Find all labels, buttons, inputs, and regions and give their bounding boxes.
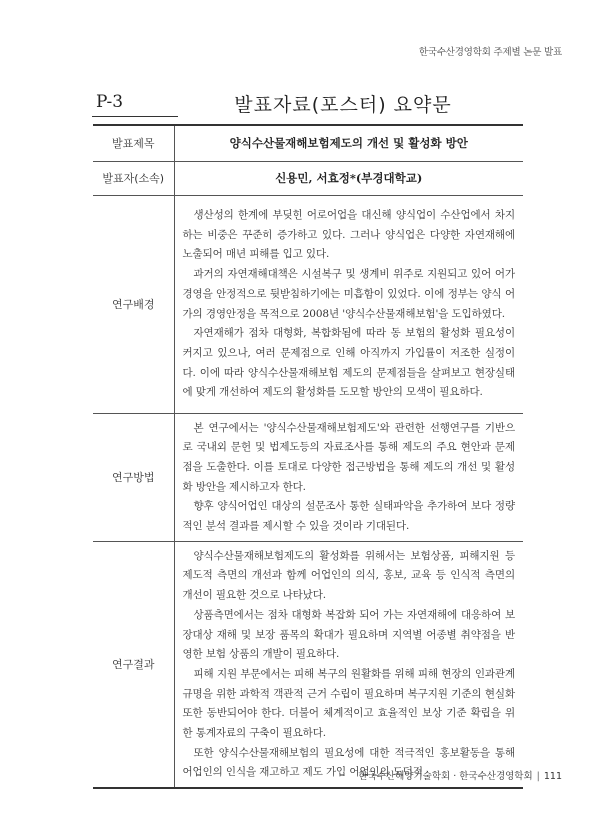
table-row-presenter bbox=[93, 161, 523, 195]
row-label: 발표자(소속) bbox=[93, 161, 174, 195]
paragraph: 생산성의 한계에 부딪힌 어로어업을 대신해 양식업이 수산업에서 차지하는 비중은 꾸준히 증가하고 있다. 그러나 양식업은 다양한 자연재해에 노출되어 매년 피해를 입고 있다. bbox=[182, 208, 515, 261]
code-underline bbox=[92, 116, 178, 117]
row-label: 연구배경 bbox=[93, 195, 174, 413]
paragraph: 본 연구에서는 '양식수산물재해보험제도'와 관련한 선행연구를 기반으로 국내외 문헌 및 법제도등의 자료조사를 통해 제도의 주요 현안과 문제점을 도출한다. 이를 토대로 다양한 접근방법을 통해 제도의 개선 및 활성화 방안을 제시하고자 한다. bbox=[182, 421, 515, 493]
footer-org: 한국수산해양기술학회 · 한국수산경영학회 bbox=[358, 771, 533, 782]
method-body bbox=[174, 413, 523, 541]
table-row-method bbox=[93, 413, 523, 541]
paragraph: 피해 지원 부문에서는 피해 복구의 원활화를 위해 피해 현장의 인과관계 규명을 위한 과학적 객관적 근거 수립이 필요하며 복구지원 기준의 현실화 또한 동반되어야 한다. 더불어 체계적이고 효율적인 보상 기준 확립을 위한 통계자료의 구축이 필요하다. bbox=[182, 667, 515, 740]
results-body bbox=[174, 541, 523, 788]
presentation-code: P-3 bbox=[96, 92, 124, 112]
row-label: 연구결과 bbox=[93, 541, 174, 788]
footer-separator: | bbox=[536, 771, 540, 782]
background-body bbox=[174, 195, 523, 413]
page-title: 발표자료(포스터) 요약문 bbox=[234, 94, 452, 116]
paragraph: 과거의 자연재해대책은 시설복구 및 생계비 위주로 지원되고 있어 어가경영을 안정적으로 뒷받침하기에는 미흡함이 있었다. 이에 정부는 양식 어가의 경영안정을 목적으로 2008년 '양식수산물재해보험'을 도입하였다. bbox=[182, 268, 515, 320]
presentation-title-value: 양식수산물재해보험제도의 개선 및 활성화 방안 bbox=[174, 125, 523, 161]
paragraph: 상품측면에서는 점차 대형화 복잡화 되어 가는 자연재해에 대응하여 보장대상 재해 및 보장 품목의 확대가 필요하며 지역별 어종별 취약점을 반영한 보험 상품의 개발이 필요하다. bbox=[182, 608, 515, 661]
summary-table bbox=[93, 124, 523, 789]
row-label: 발표제목 bbox=[93, 125, 174, 161]
running-header: 한국수산경영학회 주제별 논문 발표 bbox=[418, 47, 562, 58]
paragraph: 향후 양식어업인 대상의 설문조사 통한 실태파악을 추가하여 보다 정량적인 분석 결과를 제시할 수 있을 것이라 기대된다. bbox=[182, 500, 515, 533]
paragraph: 자연재해가 점차 대형화, 복합화됨에 따라 동 보험의 활성화 필요성이 커지고 있으나, 여러 문제점으로 인해 아직까지 가입률이 저조한 실정이다. 이에 따라 양식수산물재해보험 제도의 문제점들을 살펴보고 현장실태에 맞게 개선하여 제도의 활성화를 도모할 방안의 모색이 필요하다. bbox=[182, 327, 515, 399]
table-row-title bbox=[93, 125, 523, 161]
page-number: 111 bbox=[543, 771, 562, 782]
table-row-background bbox=[93, 195, 523, 413]
paragraph: 양식수산물재해보험제도의 활성화를 위해서는 보험상품, 피해지원 등 제도적 측면의 개선과 함께 어업인의 의식, 홍보, 교육 등 인식적 측면의 개선이 필요한 것으로 나타났다. bbox=[182, 549, 515, 602]
page-footer bbox=[358, 768, 562, 782]
presenter-value: 신용민, 서효정*(부경대학교) bbox=[174, 161, 523, 195]
table-row-results bbox=[93, 541, 523, 788]
paragraph: 또한 양식수산물재해보험의 필요성에 대한 적극적인 홍보활동을 통해 어업인의 인식을 재고하고 제도 가입 어업인의 도덕적 bbox=[182, 746, 515, 779]
row-label: 연구방법 bbox=[93, 413, 174, 541]
